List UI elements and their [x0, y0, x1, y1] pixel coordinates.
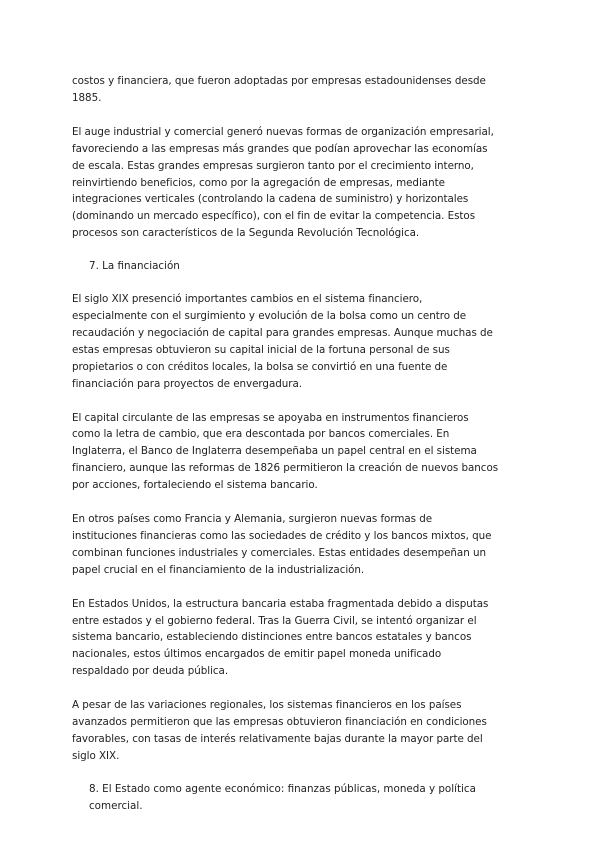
section-heading-financing: 7. La financiación [89, 260, 180, 273]
paragraph-intro-continuation: costos y financiera, que fueron adoptadas por empresas estadounidenses desde 1885. [72, 75, 486, 104]
section-heading-state-economic-agent: 8. El Estado como agente económico: finanzas públicas, moneda y política comercial. [89, 782, 476, 812]
paragraph-regional-variations: A pesar de las variaciones regionales, los sistemas financieros en los países avanzados permitieron que las empresas obtuvieron financiación en condiciones favorables, con tasas de interés relativamente bajas durante la mayor parte del siglo XIX. [72, 699, 487, 762]
document-page [72, 73, 532, 815]
paragraph-industrial-boom: El auge industrial y comercial generó nuevas formas de organización empresarial, favoreciendo a las empresas más grandes que podían aprovechar las economías de escala. Estas grandes empresas surgieron tanto por el crecimiento interno, reinvirtiendo beneficios, como por la agregación de empresas, mediante integraciones verticales (controlando la cadena de suministro) y horizontales (dominando un mercado específico), con el fin de evitar la competencia. Estos procesos son característicos de la Segunda Revolución Tecnológica. [72, 125, 494, 240]
paragraph-stock-exchange: El siglo XIX presenció importantes cambios en el sistema financiero, especialmente con el surgimiento y evolución de la bolsa como un centro de recaudación y negociación de capital para grandes empresas. Aunque muchas de estas empresas obtuvieron su capital inicial de la fortuna personal de sus propietarios o con créditos locales, la bolsa se convirtió en una fuente de financiación para proyectos de envergadura. [72, 293, 493, 390]
paragraph-united-states: En Estados Unidos, la estructura bancaria estaba fragmentada debido a disputas entre estados y el gobierno federal. Tras la Guerra Civil, se intentó organizar el sistema bancario, estableciendo distinciones entre bancos estatales y bancos nacionales, estos últimos encargados de emitir papel moneda unificado respaldado por deuda pública. [72, 597, 489, 678]
paragraph-france-germany: En otros países como Francia y Alemania, surgieron nuevas formas de instituciones financieras como las sociedades de crédito y los bancos mixtos, que combinan funciones industriales y comerciales. Estas entidades desempeñan un papel crucial en el financiamiento de la industrialización. [72, 513, 492, 576]
paragraph-working-capital: El capital circulante de las empresas se apoyaba en instrumentos financieros como la letra de cambio, que era descontada por bancos comerciales. En Inglaterra, el Banco de Inglaterra desempeñaba un papel central en el sistema financiero, aunque las reformas de 1826 permitieron la creación de nuevos bancos por acciones, fortaleciendo el sistema bancario. [72, 411, 499, 492]
